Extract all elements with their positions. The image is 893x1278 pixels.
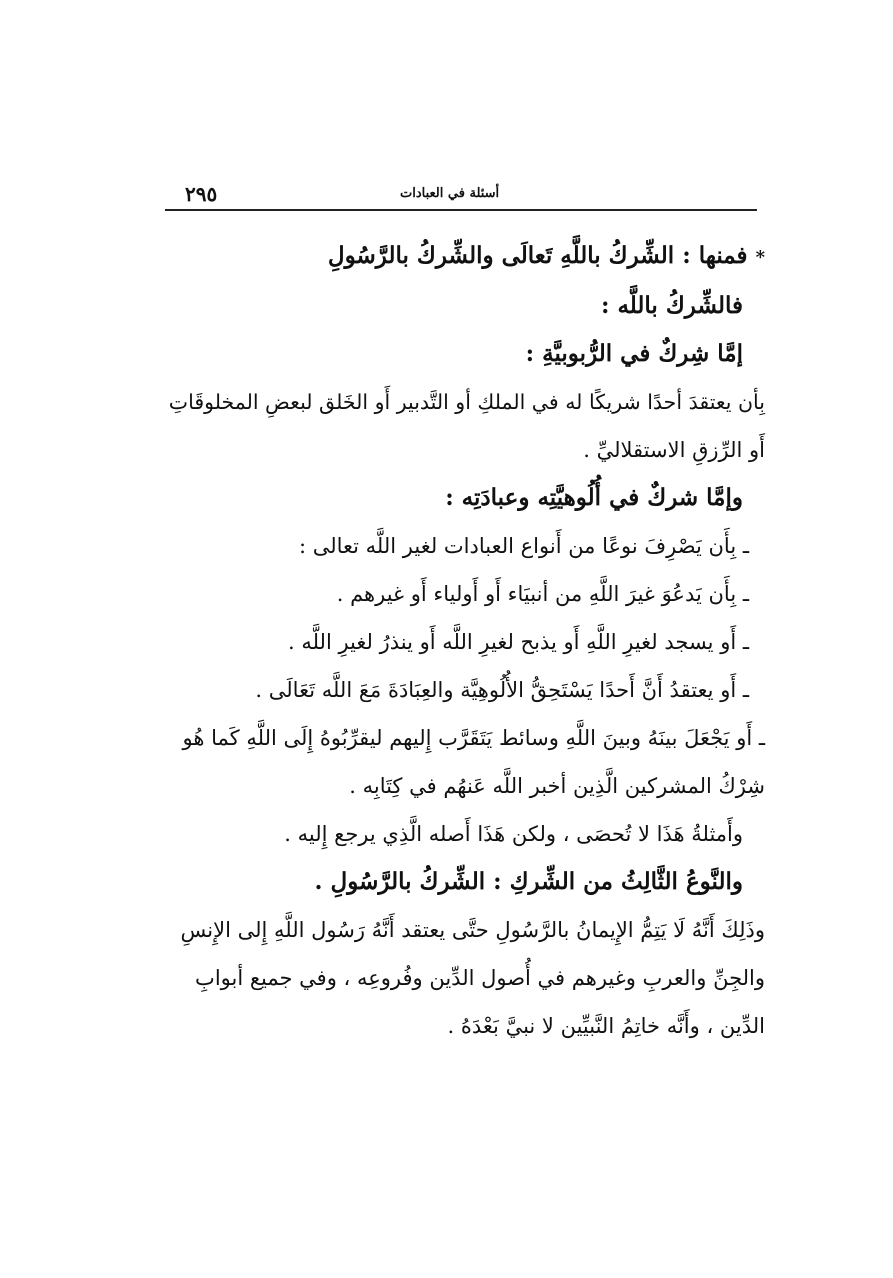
rububiyya-definition-line-2: أَو الرِّزقِ الاستقلاليِّ . <box>583 438 765 462</box>
page-number: ٢٩٥ <box>185 182 218 206</box>
header-rule <box>165 209 757 211</box>
final-paragraph-line-2: والجِنِّ والعربِ وغيرهم في أُصول الدِّين وفُروعِه ، وفي جميع أبوابِ <box>195 966 765 990</box>
uluhiyya-item: ـ أَو يعتقدُ أَنَّ أَحدًا يَسْتَحِقُّ الأُلُوهِيَّة والعِبَادَةَ مَعَ اللَّه تَعَالَى . <box>255 678 749 702</box>
running-title: أسئلة في العبادات <box>400 186 500 201</box>
final-paragraph-line-1: وذَلِكَ أَنَّهُ لَا يَتِمُّ الإِيمانُ بالرَّسُولِ حتَّى يعتقد أَنَّهُ رَسُول اللَّهِ إِلى الإِنسِ <box>180 918 765 942</box>
rububiyya-label: إمَّا شِركٌ في الرُّبوبيَّةِ : <box>525 340 743 367</box>
uluhiyya-label: وإمَّا شركٌ في أُلُوهيَّتِه وعبادَتِه : <box>445 484 743 511</box>
third-type-line: والنَّوعُ الثَّالِثُ من الشِّركِ : الشِّركُ بالرَّسُولِ . <box>314 868 743 895</box>
section-heading: فمنها : الشِّركُ باللَّهِ تَعالَى والشِّركُ بالرَّسُولِ <box>327 242 748 269</box>
body-text <box>165 232 765 1050</box>
rububiyya-definition-line-1: بِأن يعتقدَ أحدًا شريكًا له في الملكِ أو التَّدبير أَو الخَلق لبعضِ المخلوقَاتِ <box>168 390 765 414</box>
page-header <box>165 180 757 210</box>
wasait-line-1: ـ أَو يَجْعَلَ بينَهُ وبينَ اللَّهِ وسائط يَتَقَرَّب إِليهم ليقرِّبُوهُ إِلَى اللَّهِ كَما هُو <box>182 726 765 750</box>
amthila-line: وأَمثلةُ هَذَا لا تُحصَى ، ولكن هَذَا أَصله الَّذِي يرجع إِليه . <box>284 822 743 846</box>
wasait-line-2: شِرْكُ المشركين الَّذِين أخبر اللَّه عَنهُم في كِتَابِه . <box>349 774 765 798</box>
uluhiyya-item: ـ أَو يسجد لغيرِ اللَّهِ أَو يذبح لغيرِ اللَّه أَو ينذرُ لغيرِ اللَّه . <box>288 630 749 654</box>
section-heading-line <box>165 232 765 282</box>
uluhiyya-item: ـ بِأَن يَصْرِفَ نوعًا من أَنواع العبادات لغير اللَّه تعالى : <box>298 534 749 558</box>
uluhiyya-item: ـ بِأَن يَدعُوَ غيرَ اللَّهِ من أنبيَاء أَو أَولياء أَو غيرهم . <box>336 582 749 606</box>
bullet-star: * <box>755 247 765 268</box>
shirk-billah-label: فالشِّركُ باللَّه : <box>600 292 743 319</box>
final-paragraph-line-3: الدِّين ، وأَنَّه خاتِمُ النَّبيِّين لا نبيَّ بَعْدَهُ . <box>447 1014 765 1038</box>
